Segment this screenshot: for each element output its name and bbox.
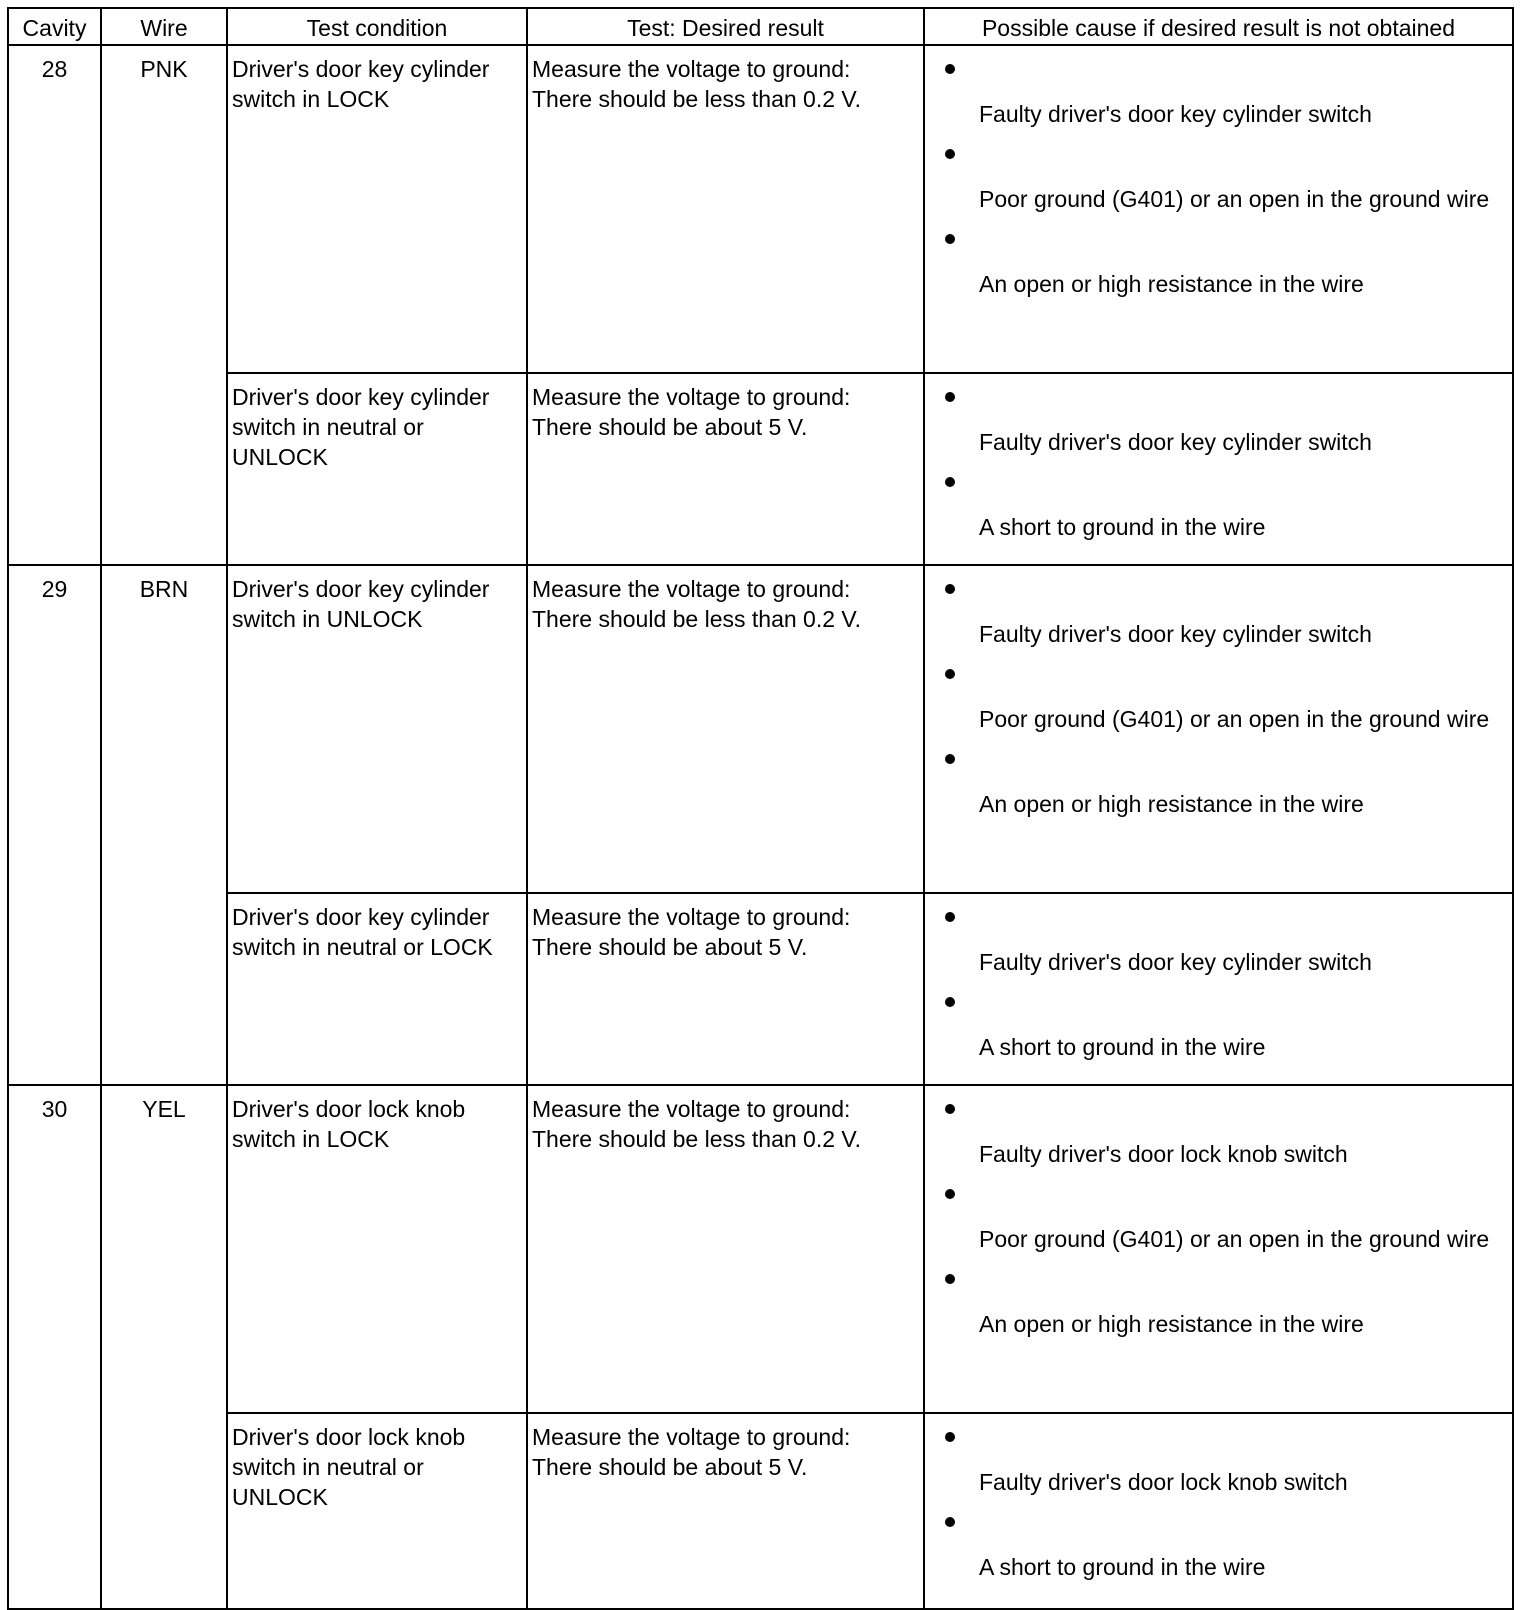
bullet-icon <box>945 912 955 922</box>
cause-item <box>945 987 1500 1072</box>
result-line: There should be less than 0.2 V. <box>532 1126 862 1152</box>
result-line: Measure the voltage to ground: <box>532 1424 851 1450</box>
bullet-icon <box>945 1274 955 1284</box>
cause-item <box>945 1179 1500 1264</box>
bullet-icon <box>945 392 955 402</box>
result-line: Measure the voltage to ground: <box>532 904 851 930</box>
possible-cause-cell <box>924 1085 1513 1413</box>
cause-text: A short to ground in the wire <box>979 1034 1266 1060</box>
possible-cause-cell <box>924 45 1513 373</box>
cause-item <box>945 574 1500 659</box>
table-row <box>8 373 1513 565</box>
bullet-icon <box>945 1189 955 1199</box>
test-condition-cell: Driver's door lock knob switch in LOCK <box>227 1085 527 1413</box>
cause-item <box>945 54 1500 139</box>
cause-item <box>945 1507 1500 1592</box>
desired-result-cell <box>527 45 924 373</box>
desired-result-cell <box>527 1413 924 1609</box>
bullet-icon <box>945 669 955 679</box>
bullet-icon <box>945 997 955 1007</box>
cause-item <box>945 902 1500 987</box>
cause-list <box>925 894 1512 1072</box>
cause-text: Faulty driver's door key cylinder switch <box>979 429 1372 455</box>
test-condition-cell: Driver's door lock knob switch in neutral or UNLOCK <box>227 1413 527 1609</box>
cause-list <box>925 46 1512 309</box>
cause-text: A short to ground in the wire <box>979 514 1266 540</box>
result-line: Measure the voltage to ground: <box>532 384 851 410</box>
desired-result-cell <box>527 1085 924 1413</box>
wire-cell: BRN <box>101 565 227 1085</box>
table-body <box>8 45 1513 1609</box>
cause-text: An open or high resistance in the wire <box>979 271 1364 297</box>
result-line: There should be about 5 V. <box>532 414 808 440</box>
cause-item <box>945 1422 1500 1507</box>
cause-text: An open or high resistance in the wire <box>979 791 1364 817</box>
test-condition-cell: Driver's door key cylinder switch in LOCK <box>227 45 527 373</box>
cavity-cell: 29 <box>8 565 101 1085</box>
cause-text: Poor ground (G401) or an open in the ground wire <box>979 186 1490 212</box>
test-condition-cell: Driver's door key cylinder switch in neutral or LOCK <box>227 893 527 1085</box>
header-desired-result: Test: Desired result <box>527 8 924 45</box>
possible-cause-cell <box>924 1413 1513 1609</box>
cause-item <box>945 467 1500 552</box>
cause-item <box>945 1094 1500 1179</box>
header-row <box>8 8 1513 45</box>
wire-cell: PNK <box>101 45 227 565</box>
cause-text: Faulty driver's door key cylinder switch <box>979 101 1372 127</box>
cause-item <box>945 744 1500 829</box>
desired-result-cell <box>527 893 924 1085</box>
result-line: There should be about 5 V. <box>532 934 808 960</box>
table-row <box>8 893 1513 1085</box>
bullet-icon <box>945 234 955 244</box>
header-wire: Wire <box>101 8 227 45</box>
table-row <box>8 1085 1513 1413</box>
wire-cell: YEL <box>101 1085 227 1609</box>
cause-list <box>925 374 1512 552</box>
cavity-cell: 28 <box>8 45 101 565</box>
header-possible-cause: Possible cause if desired result is not obtained <box>924 8 1513 45</box>
bullet-icon <box>945 754 955 764</box>
cause-item <box>945 224 1500 309</box>
cause-list <box>925 566 1512 829</box>
bullet-icon <box>945 477 955 487</box>
table-row <box>8 45 1513 373</box>
desired-result-cell <box>527 565 924 893</box>
possible-cause-cell <box>924 373 1513 565</box>
result-line: There should be less than 0.2 V. <box>532 606 862 632</box>
cause-text: Faulty driver's door key cylinder switch <box>979 621 1372 647</box>
cause-text: Faulty driver's door lock knob switch <box>979 1141 1348 1167</box>
cavity-cell: 30 <box>8 1085 101 1609</box>
cause-list <box>925 1086 1512 1349</box>
bullet-icon <box>945 1104 955 1114</box>
cause-item <box>945 659 1500 744</box>
bullet-icon <box>945 149 955 159</box>
cause-text: Faulty driver's door lock knob switch <box>979 1469 1348 1495</box>
bullet-icon <box>945 1517 955 1527</box>
test-condition-cell: Driver's door key cylinder switch in neutral or UNLOCK <box>227 373 527 565</box>
cause-text: An open or high resistance in the wire <box>979 1311 1364 1337</box>
cause-text: Poor ground (G401) or an open in the ground wire <box>979 706 1490 732</box>
cause-item <box>945 382 1500 467</box>
result-line: There should be less than 0.2 V. <box>532 86 862 112</box>
result-line: There should be about 5 V. <box>532 1454 808 1480</box>
bullet-icon <box>945 584 955 594</box>
bullet-icon <box>945 1432 955 1442</box>
possible-cause-cell <box>924 893 1513 1085</box>
desired-result-cell <box>527 373 924 565</box>
cause-text: Poor ground (G401) or an open in the ground wire <box>979 1226 1490 1252</box>
header-test-condition: Test condition <box>227 8 527 45</box>
test-condition-cell: Driver's door key cylinder switch in UNLOCK <box>227 565 527 893</box>
cause-item <box>945 139 1500 224</box>
table-row <box>8 565 1513 893</box>
result-line: Measure the voltage to ground: <box>532 1096 851 1122</box>
cause-text: A short to ground in the wire <box>979 1554 1266 1580</box>
possible-cause-cell <box>924 565 1513 893</box>
test-table <box>7 7 1514 1610</box>
result-line: Measure the voltage to ground: <box>532 56 851 82</box>
cause-list <box>925 1414 1512 1592</box>
result-line: Measure the voltage to ground: <box>532 576 851 602</box>
cause-text: Faulty driver's door key cylinder switch <box>979 949 1372 975</box>
bullet-icon <box>945 64 955 74</box>
header-cavity: Cavity <box>8 8 101 45</box>
table-row <box>8 1413 1513 1609</box>
cause-item <box>945 1264 1500 1349</box>
